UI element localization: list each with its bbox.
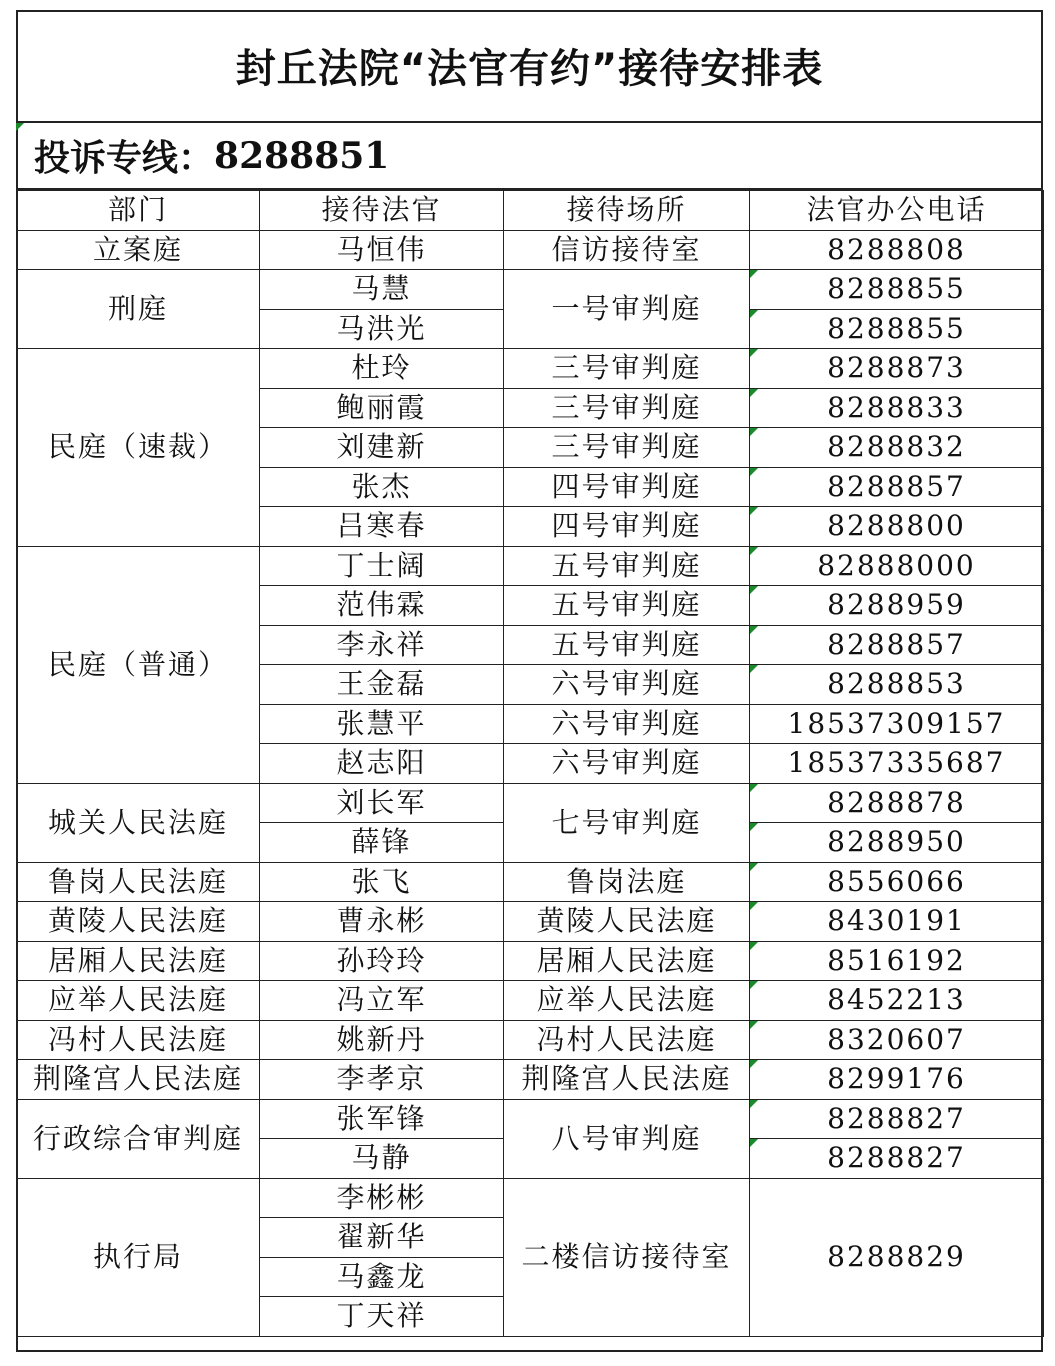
judge-cell: 赵志阳 — [260, 744, 504, 784]
dept-cell: 立案庭 — [17, 230, 260, 270]
table-row — [17, 1060, 1044, 1100]
header-phone: 法官办公电话 — [750, 191, 1044, 231]
table-row — [17, 230, 1044, 270]
table-row — [17, 862, 1044, 902]
venue-cell: 四号审判庭 — [504, 467, 750, 507]
dept-cell: 行政综合审判庭 — [17, 1099, 260, 1178]
dept-cell: 荆隆宫人民法庭 — [17, 1060, 260, 1100]
phone-cell: 8288808 — [750, 230, 1044, 270]
judge-cell: 翟新华 — [260, 1218, 504, 1258]
venue-cell: 鲁岗法庭 — [504, 862, 750, 902]
phone-cell: 8288959 — [750, 586, 1044, 626]
venue-cell: 一号审判庭 — [504, 270, 750, 349]
header-judge: 接待法官 — [260, 191, 504, 231]
document-title: 封丘法院“法官有约”接待安排表 — [16, 10, 1043, 123]
dept-cell: 冯村人民法庭 — [17, 1020, 260, 1060]
judge-cell: 丁士阔 — [260, 546, 504, 586]
table-row — [17, 270, 1044, 310]
judge-cell: 张杰 — [260, 467, 504, 507]
dept-cell: 城关人民法庭 — [17, 783, 260, 862]
judge-cell: 冯立军 — [260, 981, 504, 1021]
venue-cell: 六号审判庭 — [504, 704, 750, 744]
judge-cell: 马静 — [260, 1139, 504, 1179]
judge-cell: 吕寒春 — [260, 507, 504, 547]
table-row — [17, 981, 1044, 1021]
venue-cell: 二楼信访接待室 — [504, 1178, 750, 1336]
venue-cell: 五号审判庭 — [504, 625, 750, 665]
judge-cell: 刘长军 — [260, 783, 504, 823]
venue-cell: 黄陵人民法庭 — [504, 902, 750, 942]
judge-cell: 杜玲 — [260, 349, 504, 389]
venue-cell: 三号审判庭 — [504, 388, 750, 428]
dept-cell: 执行局 — [17, 1178, 260, 1336]
phone-cell: 82888000 — [750, 546, 1044, 586]
judge-cell: 李永祥 — [260, 625, 504, 665]
venue-cell: 八号审判庭 — [504, 1099, 750, 1178]
dept-cell: 鲁岗人民法庭 — [17, 862, 260, 902]
judge-cell: 鲍丽霞 — [260, 388, 504, 428]
phone-cell: 8516192 — [750, 941, 1044, 981]
judge-cell: 薛锋 — [260, 823, 504, 863]
judge-cell: 马慧 — [260, 270, 504, 310]
phone-cell: 8288827 — [750, 1099, 1044, 1139]
phone-cell: 8556066 — [750, 862, 1044, 902]
phone-cell: 8288832 — [750, 428, 1044, 468]
venue-cell: 五号审判庭 — [504, 546, 750, 586]
phone-cell: 8288800 — [750, 507, 1044, 547]
phone-cell: 18537335687 — [750, 744, 1044, 784]
reception-schedule-table — [16, 190, 1044, 1337]
venue-cell: 信访接待室 — [504, 230, 750, 270]
venue-cell: 冯村人民法庭 — [504, 1020, 750, 1060]
hotline-number: 8288851 — [214, 134, 390, 177]
phone-cell: 8288950 — [750, 823, 1044, 863]
phone-cell: 8288878 — [750, 783, 1044, 823]
venue-cell: 应举人民法庭 — [504, 981, 750, 1021]
phone-cell: 8288827 — [750, 1139, 1044, 1179]
phone-cell: 8288833 — [750, 388, 1044, 428]
table-row — [17, 1020, 1044, 1060]
judge-cell: 丁天祥 — [260, 1297, 504, 1337]
judge-cell: 孙玲玲 — [260, 941, 504, 981]
venue-cell: 三号审判庭 — [504, 428, 750, 468]
table-header-row — [17, 191, 1044, 231]
phone-cell: 8288855 — [750, 309, 1044, 349]
table-row — [17, 546, 1044, 586]
venue-cell: 四号审判庭 — [504, 507, 750, 547]
header-venue: 接待场所 — [504, 191, 750, 231]
phone-cell: 8288857 — [750, 625, 1044, 665]
venue-cell: 居厢人民法庭 — [504, 941, 750, 981]
table-row — [17, 783, 1044, 823]
complaint-hotline — [16, 123, 1043, 190]
phone-cell: 8320607 — [750, 1020, 1044, 1060]
judge-cell: 刘建新 — [260, 428, 504, 468]
phone-cell: 18537309157 — [750, 704, 1044, 744]
table-row — [17, 941, 1044, 981]
judge-cell: 姚新丹 — [260, 1020, 504, 1060]
judge-cell: 王金磊 — [260, 665, 504, 705]
judge-cell: 马洪光 — [260, 309, 504, 349]
venue-cell: 五号审判庭 — [504, 586, 750, 626]
judge-cell: 马恒伟 — [260, 230, 504, 270]
table-row — [17, 1178, 1044, 1218]
phone-cell: 8288873 — [750, 349, 1044, 389]
phone-cell: 8288853 — [750, 665, 1044, 705]
venue-cell: 六号审判庭 — [504, 665, 750, 705]
table-row — [17, 1099, 1044, 1139]
table-row — [17, 349, 1044, 389]
judge-cell: 范伟霖 — [260, 586, 504, 626]
dept-cell: 应举人民法庭 — [17, 981, 260, 1021]
hotline-label: 投诉专线： — [34, 138, 215, 179]
phone-cell: 8288857 — [750, 467, 1044, 507]
venue-cell: 七号审判庭 — [504, 783, 750, 862]
venue-cell: 三号审判庭 — [504, 349, 750, 389]
header-department: 部门 — [17, 191, 260, 231]
judge-cell: 张飞 — [260, 862, 504, 902]
phone-cell: 8288829 — [750, 1178, 1044, 1336]
judge-cell: 李孝京 — [260, 1060, 504, 1100]
venue-cell: 六号审判庭 — [504, 744, 750, 784]
phone-cell: 8452213 — [750, 981, 1044, 1021]
dept-cell: 刑庭 — [17, 270, 260, 349]
dept-cell: 黄陵人民法庭 — [17, 902, 260, 942]
phone-cell: 8430191 — [750, 902, 1044, 942]
dept-cell: 民庭（普通） — [17, 546, 260, 783]
judge-cell: 张军锋 — [260, 1099, 504, 1139]
table-row — [17, 902, 1044, 942]
judge-cell: 张慧平 — [260, 704, 504, 744]
venue-cell: 荆隆宫人民法庭 — [504, 1060, 750, 1100]
phone-cell: 8288855 — [750, 270, 1044, 310]
phone-cell: 8299176 — [750, 1060, 1044, 1100]
dept-cell: 居厢人民法庭 — [17, 941, 260, 981]
judge-cell: 李彬彬 — [260, 1178, 504, 1218]
judge-cell: 马鑫龙 — [260, 1257, 504, 1297]
judge-cell: 曹永彬 — [260, 902, 504, 942]
dept-cell: 民庭（速裁） — [17, 349, 260, 547]
